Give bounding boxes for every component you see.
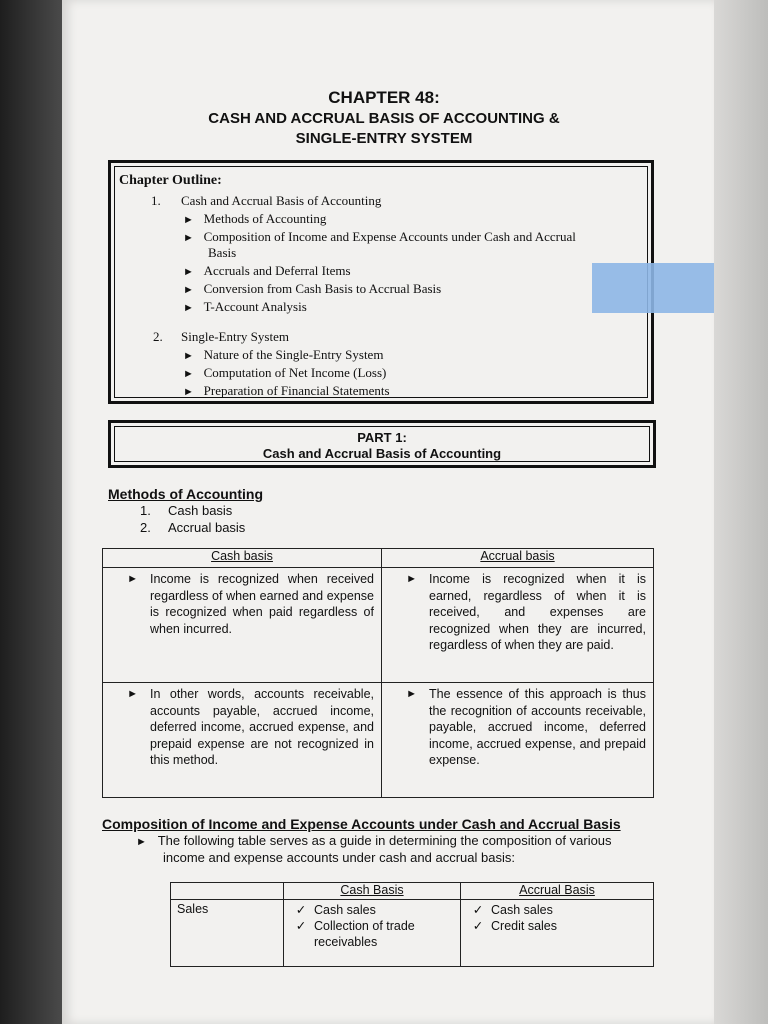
part-title: Cash and Accrual Basis of Accounting [262,446,502,461]
cash-basis-cell [284,900,461,967]
cell-text: In other words, accounts receivable, accounts payable, accrued income, deferred income, accrued expense, and prepaid expense are not recognized in this method. [150,687,374,767]
methods-item-number: 2. [140,520,151,535]
cell-text: The essence of this approach is thus the recognition of accounts receivable, payable, accrued income, deferred income, accrued expense, and prepaid expense. [429,687,646,767]
table-header-row [171,883,654,900]
bullet-icon: ► [183,302,194,314]
composition-intro [136,833,612,848]
account-name: Sales [171,900,284,967]
outline-item-label: Accruals and Deferral Items [203,263,351,278]
outline-item [183,347,383,363]
table-cell [382,568,654,683]
column-header: Cash basis [103,549,382,568]
check-item: Collection of trade receivables [314,919,415,949]
table-cell [103,568,382,683]
check-item: Cash sales [491,903,553,917]
check-icon: ✓ [295,919,307,933]
cell-text: Income is recognized when it is earned, regardless of when it is received, and expenses are recognized when they are incurred, regardless of when they are paid. [429,572,646,652]
outline-item-label: T-Account Analysis [203,299,307,314]
document-page [62,0,714,1024]
outline-item [183,229,576,245]
outline-item-label: Nature of the Single-Entry System [203,347,384,362]
table-row [103,683,654,798]
table-row [171,900,654,967]
outline-item-label: Preparation of Financial Statements [203,383,390,398]
check-icon: ✓ [295,903,307,917]
cash-vs-accrual-table [102,548,654,798]
bullet-icon: ► [183,214,194,226]
methods-heading: Methods of Accounting [108,486,264,502]
part-label: PART 1: [357,430,407,445]
table-row [103,568,654,683]
column-header: Cash Basis [284,883,461,900]
outline-item [183,211,326,227]
outline-item [183,281,441,297]
column-header [171,883,284,900]
scan-edge-left [0,0,62,1024]
outline-item-label: Methods of Accounting [203,211,327,226]
bullet-icon: ► [127,688,138,700]
outline-item-continuation: Basis [208,245,237,260]
cell-text: Income is recognized when received regardless of when earned and expense is recognized when paid regardless of when incurred. [150,572,374,636]
bullet-icon: ► [183,266,194,278]
bullet-icon: ► [183,284,194,296]
outline-item [183,383,390,399]
bullet-icon: ► [183,350,194,362]
methods-item-label: Accrual basis [168,520,246,535]
outline-section-title: Single-Entry System [181,329,289,344]
check-item: Credit sales [491,919,557,933]
table-header-row [103,549,654,568]
outline-item-label: Computation of Net Income (Loss) [203,365,387,380]
outline-section-number: 1. [151,193,161,208]
scan-edge-right [714,0,768,1024]
blue-page-tab [592,263,714,313]
outline-section-number: 2. [153,329,163,344]
check-icon: ✓ [472,919,484,933]
bullet-icon: ► [406,573,417,585]
part-heading-box [108,420,656,468]
composition-heading: Composition of Income and Expense Accounts under Cash and Accrual Basis [102,816,621,832]
bullet-icon: ► [406,688,417,700]
outline-item-label: Conversion from Cash Basis to Accrual Basis [203,281,442,296]
outline-section-title: Cash and Accrual Basis of Accounting [181,193,382,208]
bullet-icon: ► [183,232,194,244]
chapter-number: CHAPTER 48: [328,88,440,107]
column-header: Accrual basis [382,549,654,568]
outline-item [183,299,307,315]
methods-item-label: Cash basis [168,503,233,518]
table-cell [382,683,654,798]
chapter-title-line2: SINGLE-ENTRY SYSTEM [295,130,473,147]
chapter-title-line1: CASH AND ACCRUAL BASIS OF ACCOUNTING & [208,110,560,127]
check-icon: ✓ [472,903,484,917]
intro-line: income and expense accounts under cash and accrual basis: [163,850,515,865]
column-header: Accrual Basis [461,883,654,900]
bullet-icon: ► [136,836,147,848]
outline-item-label: Composition of Income and Expense Accounts under Cash and Accrual [203,229,576,244]
bullet-icon: ► [183,386,194,398]
bullet-icon: ► [127,573,138,585]
outline-item [183,365,386,381]
intro-line: The following table serves as a guide in determining the composition of various [157,833,612,848]
bullet-icon: ► [183,368,194,380]
accrual-basis-cell [461,900,654,967]
composition-table [170,882,654,967]
table-cell [103,683,382,798]
chapter-outline-box [108,160,654,404]
methods-item-number: 1. [140,503,151,518]
outline-heading: Chapter Outline: [119,173,222,188]
check-item: Cash sales [314,903,376,917]
outline-item [183,263,351,279]
